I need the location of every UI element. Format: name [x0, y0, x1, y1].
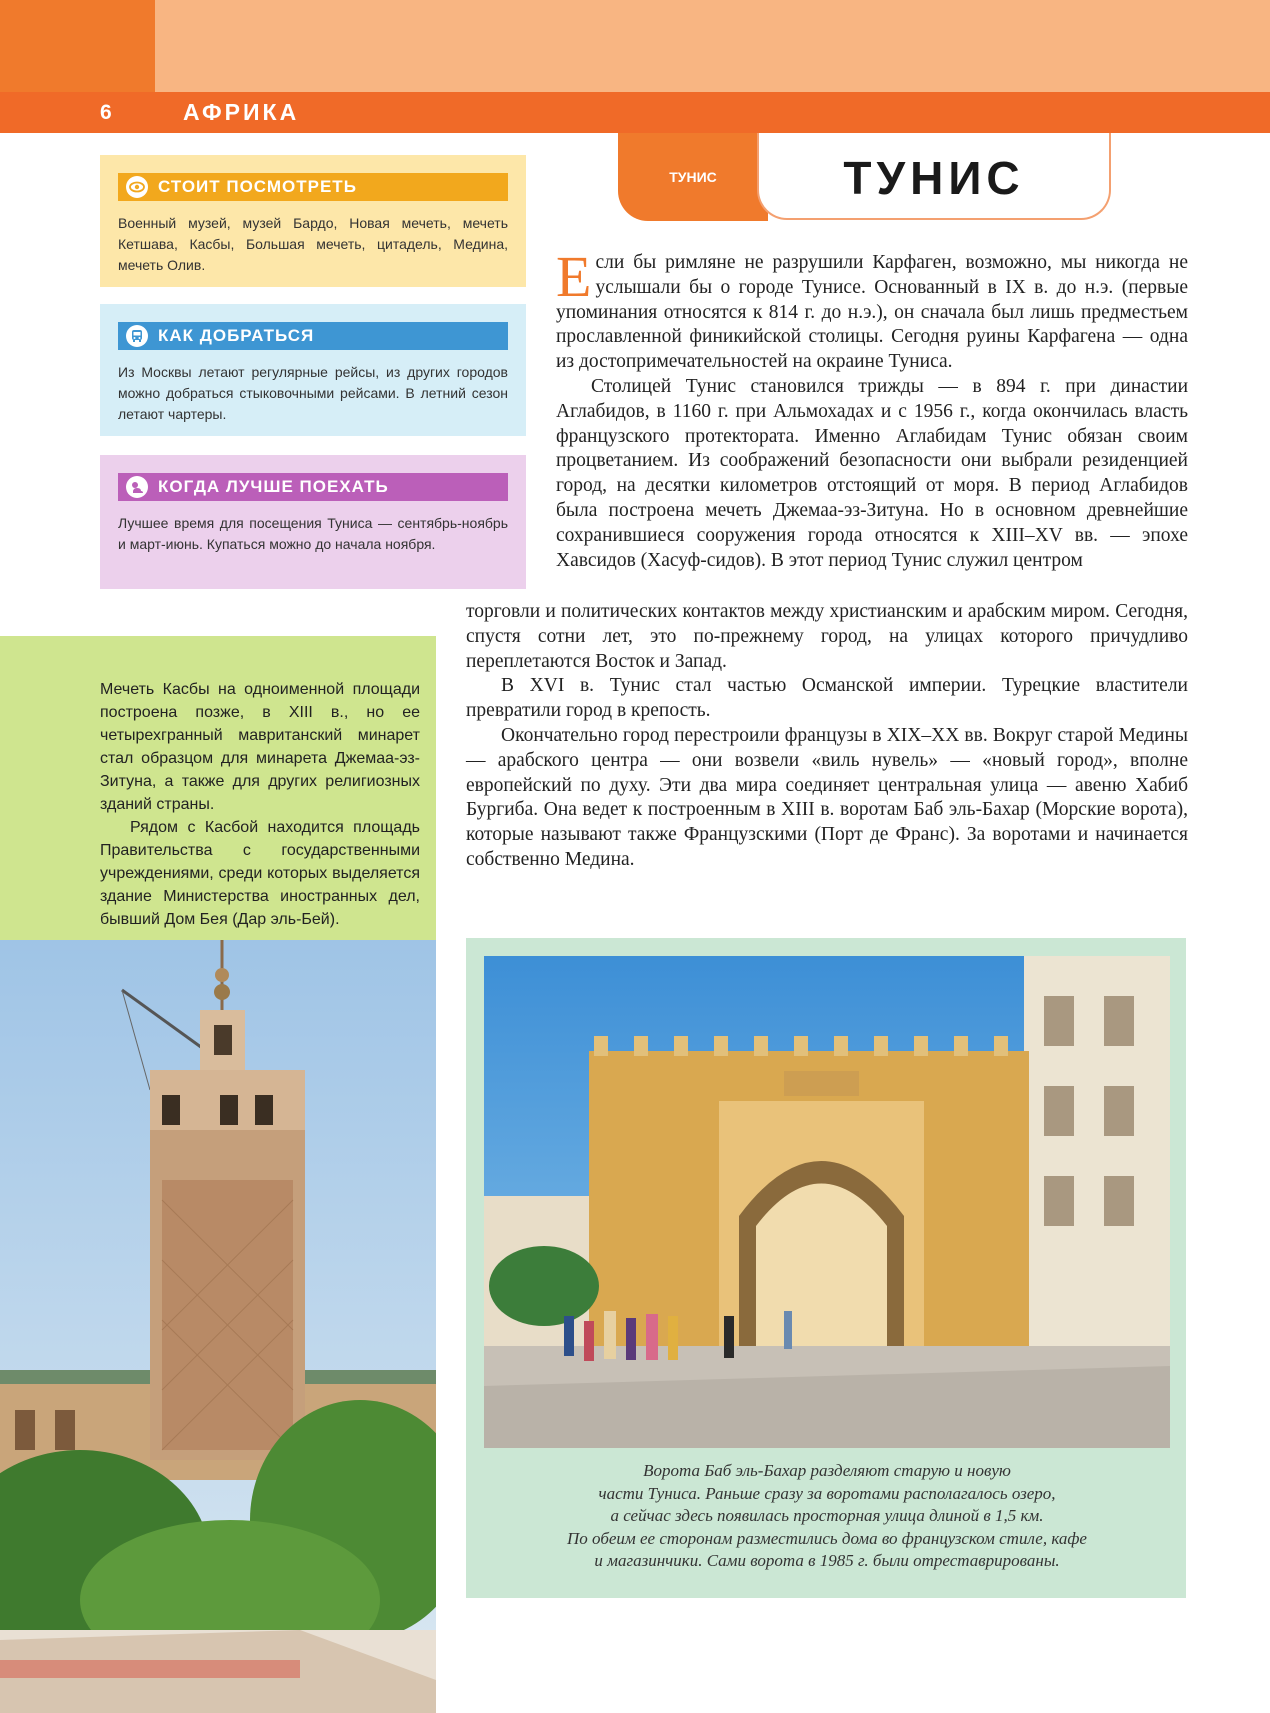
article-paragraph: Столицей Тунис становился трижды — в 894 г. при династии Аглабидов, в 1160 г. при Альмохадах и с 1956 г., когда окончилась власть французского протектората. Именно Аглабидам Тунис обязан своим процветанием. Из соображений безопасности они выбрали резиденцией город, на десятки километров отстоящий от моря. В период Аглабидов была построена мечеть Джемаа-эз-Зитуна. Но в основном древнейшие сохранившиеся сооружения города относятся к XIII–XV вв. — эпохе Хавсидов (Хасуф-сидов). В этот период Тунис служил центром [556, 375, 1188, 571]
article-paragraph: В XVI в. Тунис стал частью Османской империи. Турецкие властители превратили город в крепость. [466, 675, 1188, 722]
page-title: ТУНИС [843, 152, 1025, 204]
info-box-title: КАК ДОБРАТЬСЯ [158, 326, 315, 345]
header-background [0, 0, 1270, 92]
info-box-header [118, 173, 508, 201]
caption-line: а сейчас здесь появилась просторная улица длиной в 1,5 км. [610, 1506, 1044, 1525]
sidebar-text [100, 678, 420, 931]
caption-line: По обеим ее сторонам разместились дома во французском стиле, кафе [567, 1528, 1087, 1548]
article-paragraph: Если бы римляне не разрушили Карфаген, возможно, мы никогда не услышали бы о городе Тунисе. Основанный в IX в. до н.э. (первые упоминания относятся к 814 г. до н.э.), он сначала был лишь предместьем прославленной финикийской столицы. Сегодня руины Карфагена — одна из достопримечательностей на окраине Туниса. [556, 244, 1188, 373]
info-box-text: Военный музей, музей Бардо, Новая мечеть, мечеть Кетшава, Касбы, Большая мечеть, цитадель, Медина, мечеть Олив. [118, 215, 508, 273]
article-bottom [466, 600, 1188, 873]
caption-line: части Туниса. Раньше сразу за воротами располагалось озеро, [598, 1483, 1056, 1503]
weather-icon [126, 476, 148, 498]
article-paragraph: торговли и политических контактов между христианским и арабским миром. Сегодня, спустя сотни лет, это по-прежнему город, на улицах которого причудливо переплетаются Восток и Запад. [466, 601, 1188, 672]
photo-caption [484, 1460, 1170, 1573]
caption-line: Ворота Баб эль-Бахар разделяют старую и новую [643, 1461, 1011, 1480]
bab-el-bahar-gate-photo [484, 956, 1170, 1448]
info-box-sights [100, 155, 526, 287]
section-title: АФРИКА [183, 99, 300, 125]
info-box-text: Из Москвы летают регулярные рейсы, из других городов можно добраться стыковочными рейсами. В летний сезон летают чартеры. [118, 364, 508, 422]
info-box-title: СТОИТ ПОСМОТРЕТЬ [158, 177, 357, 196]
info-box-header [118, 322, 508, 350]
city-tab-label: ТУНИС [669, 169, 717, 185]
info-box-best-time [100, 455, 526, 589]
eye-icon [126, 176, 148, 198]
info-box-how-to-get [100, 304, 526, 436]
info-box-title: КОГДА ЛУЧШЕ ПОЕХАТЬ [158, 477, 389, 496]
caption-line: и магазинчики. Сами ворота в 1985 г. были отреставрированы. [594, 1551, 1060, 1570]
drop-cap: Е [556, 244, 592, 309]
info-box-header [118, 473, 508, 501]
sidebar-paragraph: Рядом с Касбой находится площадь Правительства с государственными учреждениями, среди которых выделяется здание Министерства иностранных дел, бывший Дом Бея (Дар эль-Бей). [100, 819, 420, 928]
info-box-text: Лучшее время для посещения Туниса — сентябрь-ноябрь и март-июнь. Купаться можно до начала ноября. [118, 515, 508, 552]
article-top [556, 244, 1188, 573]
sidebar-paragraph: Мечеть Касбы на одноименной площади построена позже, в XIII в., но ее четырехгранный мавританский минарет стал образцом для минарета Джемаа-эз-Зитуна, а также для других религиозных зданий страны. [100, 681, 420, 813]
page-number: 6 [100, 101, 112, 124]
bus-icon [126, 325, 148, 347]
article-paragraph: Окончательно город перестроили французы в XIX–XX вв. Вокруг старой Медины — арабского центра — они возвели «виль нувель» — «новый город», вполне европейский по духу. Эти два мира соединяет центральная улица — авеню Хабиб Бургиба. Она ведет к построенным в XIII в. воротам Баб эль-Бахар (Морские ворота), которые называют также Французскими (Порт де Франс). За воротами и начинается собственно Медина. [466, 724, 1188, 870]
kasbah-mosque-photo [0, 940, 436, 1713]
